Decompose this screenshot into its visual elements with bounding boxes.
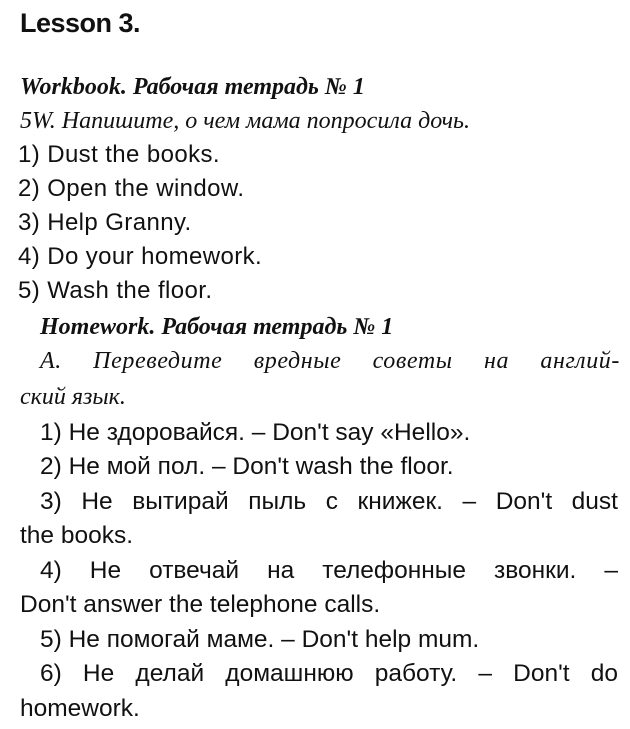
workbook-task: 5W. Напишите, о чем мама попросила дочь. bbox=[20, 108, 470, 134]
workbook-heading: Workbook. Рабочая тетрадь № 1 bbox=[20, 74, 365, 100]
workbook-item: 5) Wash the floor. bbox=[18, 277, 213, 304]
homework-item-continuation: Don't answer the telephone calls. bbox=[20, 591, 381, 618]
homework-item: 4) Не отвечай на телефонные звонки. – bbox=[40, 557, 618, 584]
homework-task-line: А. Переведите вредные советы на англий- bbox=[40, 348, 620, 374]
homework-item: 5) Не помогай маме. – Don't help mum. bbox=[40, 626, 480, 653]
homework-item: 1) Не здоровайся. – Don't say «Hello». bbox=[40, 419, 471, 446]
lesson-title: Lesson 3. bbox=[20, 8, 141, 38]
homework-item: 3) Не вытирай пыль с книжек. – Don't dust bbox=[40, 488, 618, 515]
homework-item: 2) Не мой пол. – Don't wash the floor. bbox=[40, 453, 454, 480]
homework-task-line: ский язык. bbox=[20, 384, 126, 410]
workbook-item: 3) Help Granny. bbox=[18, 209, 192, 236]
homework-item-continuation: homework. bbox=[20, 695, 140, 722]
homework-item-continuation: the books. bbox=[20, 522, 134, 549]
workbook-item: 4) Do your homework. bbox=[18, 243, 263, 270]
workbook-item: 2) Open the window. bbox=[18, 175, 245, 202]
workbook-item: 1) Dust the books. bbox=[18, 141, 220, 168]
homework-item: 6) Не делай домашнюю работу. – Don't do bbox=[40, 660, 618, 687]
homework-heading: Homework. Рабочая тетрадь № 1 bbox=[40, 314, 394, 340]
